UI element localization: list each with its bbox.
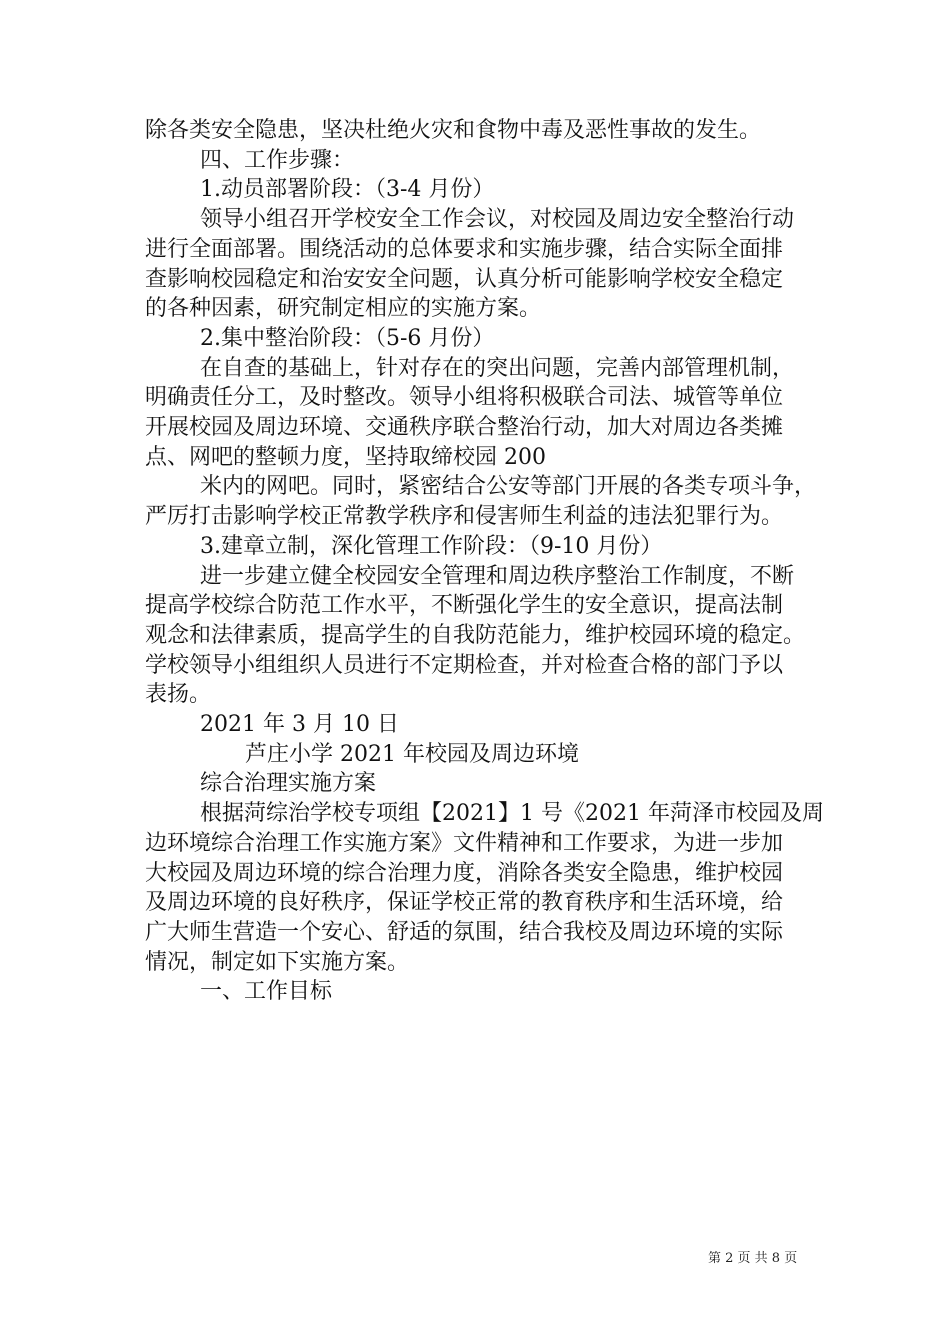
text-line: 根据菏综治学校专项组【2021】1 号《2021 年菏泽市校园及周 [200, 801, 824, 827]
text-line: 进行全面部署。围绕活动的总体要求和实施步骤，结合实际全面排 [145, 236, 784, 262]
document-body [145, 116, 825, 1007]
text-line: 明确责任分工，及时整改。领导小组将积极联合司法、城管等单位 [145, 385, 784, 411]
text-line: 领导小组召开学校安全工作会议，对校园及周边安全整治行动 [200, 207, 795, 233]
step-heading: 1.动员部署阶段：（3-4 月份） [200, 177, 495, 203]
text-line: 点、网吧的整顿力度，坚持取缔校园 200 [145, 444, 546, 470]
text-line: 除各类安全隐患，坚决杜绝火灾和食物中毒及恶性事故的发生。 [145, 118, 762, 143]
step-heading: 2.集中整治阶段：（5-6 月份） [200, 325, 495, 351]
text-line: 查影响校园稳定和治安安全问题，认真分析可能影响学校安全稳定 [145, 266, 784, 292]
date-line: 2021 年 3 月 10 日 [200, 712, 399, 738]
section-heading: 一、工作目标 [200, 979, 333, 1005]
text-line: 开展校园及周边环境、交通秩序联合整治行动，加大对周边各类摊 [145, 415, 784, 441]
text-line: 的各种因素，研究制定相应的实施方案。 [145, 296, 542, 322]
section-heading: 四、工作步骤： [200, 147, 355, 173]
document-subtitle: 综合治理实施方案 [200, 771, 377, 797]
text-line: 严厉打击影响学校正常教学秩序和侵害师生利益的违法犯罪行为。 [145, 504, 784, 530]
text-line: 进一步建立健全校园安全管理和周边秩序整治工作制度，不断 [200, 563, 795, 589]
text-line: 米内的网吧。同时，紧密结合公安等部门开展的各类专项斗争， [200, 474, 817, 500]
document-title: 芦庄小学 2021 年校园及周边环境 [245, 741, 579, 767]
text-line: 及周边环境的良好秩序，保证学校正常的教育秩序和生活环境，给 [145, 890, 784, 916]
text-line: 广大师生营造一个安心、舒适的氛围，结合我校及周边环境的实际 [145, 919, 784, 945]
text-line: 大校园及周边环境的综合治理力度，消除各类安全隐患，维护校园 [145, 860, 784, 886]
text-line: 边环境综合治理工作实施方案》文件精神和工作要求，为进一步加 [145, 830, 784, 856]
page-number: 第 2 页 共 8 页 [708, 1251, 798, 1266]
step-heading: 3.建章立制，深化管理工作阶段：（9-10 月份） [200, 533, 663, 559]
text-line: 在自查的基础上，针对存在的突出问题，完善内部管理机制， [200, 355, 795, 381]
text-line: 表扬。 [145, 682, 212, 708]
text-line: 提高学校综合防范工作水平，不断强化学生的安全意识，提高法制 [145, 593, 784, 619]
text-line: 观念和法律素质，提高学生的自我防范能力，维护校园环境的稳定。 [145, 622, 806, 648]
text-line: 情况，制定如下实施方案。 [145, 949, 410, 975]
text-line: 学校领导小组组织人员进行不定期检查，并对检查合格的部门予以 [145, 652, 784, 678]
